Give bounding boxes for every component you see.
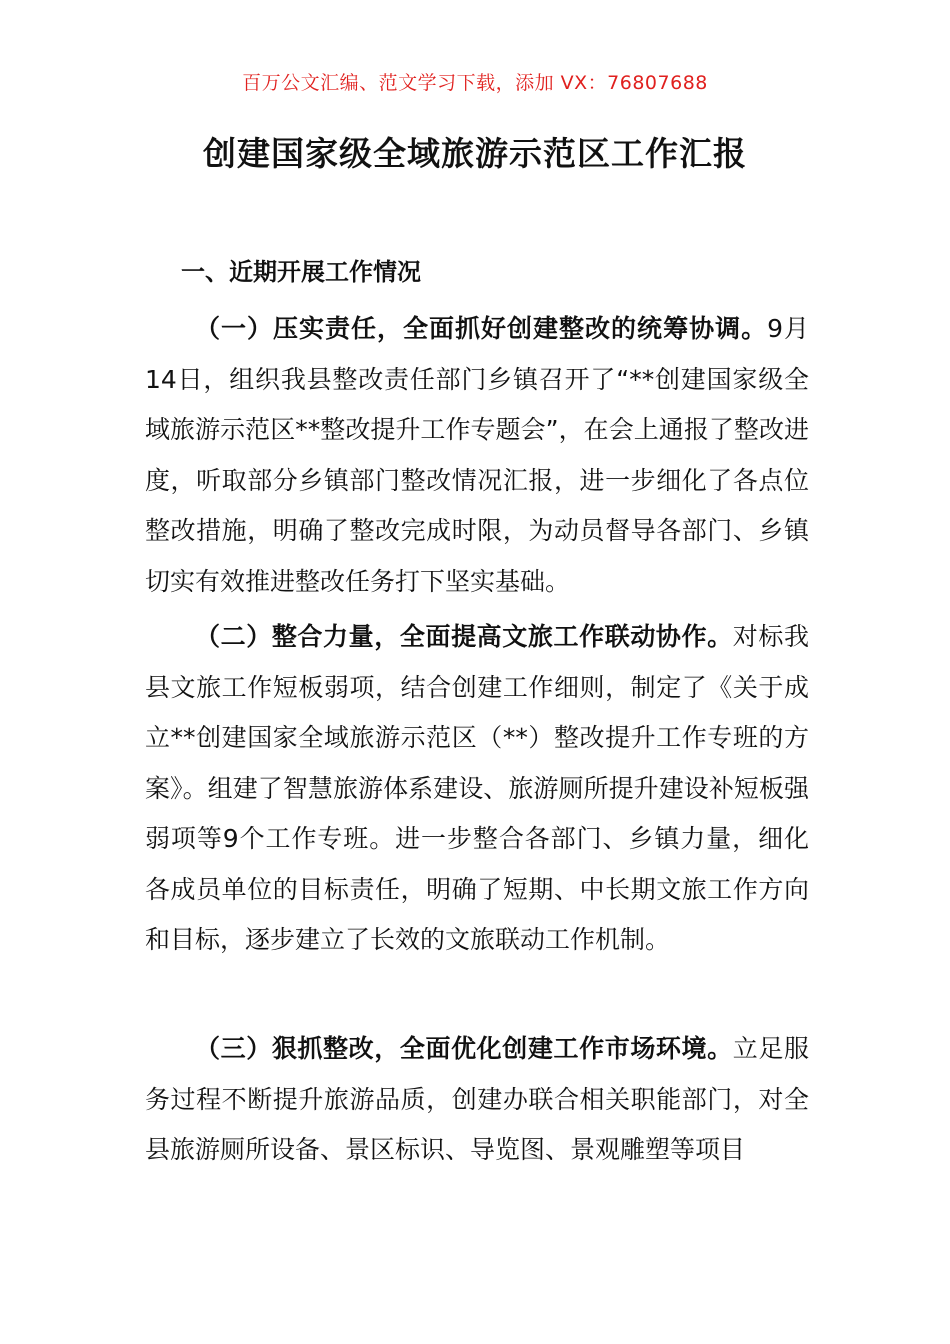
- paragraph: [145, 612, 809, 966]
- paragraph: [145, 304, 809, 607]
- document-title: 创建国家级全域旅游示范区工作汇报: [203, 134, 747, 173]
- paragraph-lead: （一）压实责任，全面抓好创建整改的统筹协调。: [195, 314, 768, 343]
- paragraph-body: 9月14日，组织我县整改责任部门乡镇召开了“**创建国家级全域旅游示范区**整改提升工作专题会”，在会上通报了整改进度，听取部分乡镇部门整改情况汇报，进一步细化了各点位整改措施，明确了整改完成时限，为动员督导各部门、乡镇切实有效推进整改任务打下坚实基础。: [145, 314, 809, 596]
- paragraph-body: 立足服务过程不断提升旅游品质，创建办联合相关职能部门，对全县旅游厕所设备、景区标识、导览图、景观雕塑等项目: [145, 1034, 809, 1164]
- header-note: 百万公文汇编、范文学习下载，添加 VX：76807688: [242, 72, 708, 94]
- section-heading: 一、近期开展工作情况: [181, 258, 421, 286]
- paragraph: [145, 1024, 809, 1176]
- paragraph-lead: （三）狠抓整改，全面优化创建工作市场环境。: [195, 1034, 733, 1063]
- paragraph-body: 对标我县文旅工作短板弱项，结合创建工作细则，制定了《关于成立**创建国家全域旅游示范区（**）整改提升工作专班的方案》。组建了智慧旅游体系建设、旅游厕所提升建设补短板强弱项等9个工作专班。进一步整合各部门、乡镇力量，细化各成员单位的目标责任，明确了短期、中长期文旅工作方向和目标，逐步建立了长效的文旅联动工作机制。: [145, 622, 809, 954]
- paragraph-lead: （二）整合力量，全面提高文旅工作联动协作。: [195, 622, 733, 651]
